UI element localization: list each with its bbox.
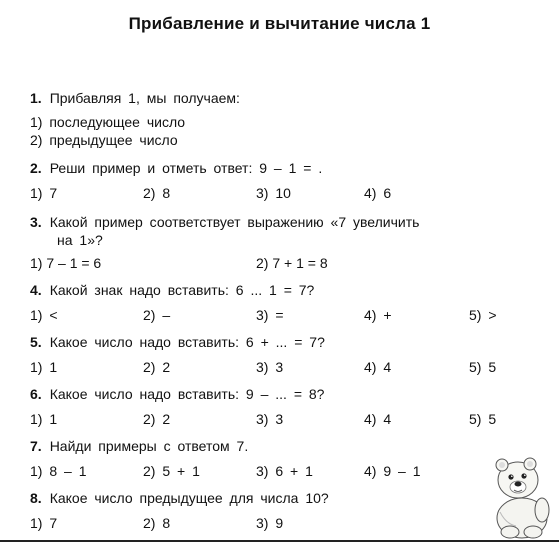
bottom-rule: [0, 540, 559, 542]
q7-option-3[interactable]: 3) 6 + 1: [256, 463, 313, 479]
q2-option-3[interactable]: 3) 10: [256, 185, 291, 201]
q5-option-3[interactable]: 3) 3: [256, 359, 284, 375]
q3-option-1[interactable]: 1) 7 – 1 = 6: [30, 255, 102, 271]
question-7: [30, 438, 248, 454]
q4-option-2[interactable]: 2) –: [143, 307, 171, 323]
question-text: Какое число предыдущее для числа 10?: [49, 490, 329, 506]
q1-option-2[interactable]: 2) предыдущее число: [30, 132, 178, 148]
q4-option-4[interactable]: 4) +: [364, 307, 392, 323]
question-number: 8.: [30, 490, 42, 506]
q5-option-4[interactable]: 4) 4: [364, 359, 392, 375]
q4-option-1[interactable]: 1) <: [30, 307, 58, 323]
question-number: 6.: [30, 386, 42, 402]
q5-option-1[interactable]: 1) 1: [30, 359, 58, 375]
q4-option-3[interactable]: 3) =: [256, 307, 284, 323]
q6-option-3[interactable]: 3) 3: [256, 411, 284, 427]
q8-option-1[interactable]: 1) 7: [30, 515, 58, 531]
q7-option-2[interactable]: 2) 5 + 1: [143, 463, 200, 479]
q2-option-1[interactable]: 1) 7: [30, 185, 58, 201]
q6-option-5[interactable]: 5) 5: [469, 411, 497, 427]
q6-option-2[interactable]: 2) 2: [143, 411, 171, 427]
question-text: Какое число надо вставить: 6 + ... = 7?: [49, 334, 325, 350]
question-text: Найди примеры с ответом 7.: [49, 438, 249, 454]
question-4: [30, 282, 314, 298]
q7-option-1[interactable]: 1) 8 – 1: [30, 463, 87, 479]
question-text: Какое число надо вставить: 9 – ... = 8?: [49, 386, 325, 402]
question-3-text-line2: на 1»?: [57, 232, 103, 248]
q1-option-1[interactable]: 1) последующее число: [30, 114, 186, 130]
q4-option-5[interactable]: 5) >: [469, 307, 497, 323]
q7-option-4[interactable]: 4) 9 – 1: [364, 463, 421, 479]
question-5: [30, 334, 325, 350]
question-6: [30, 386, 324, 402]
question-text: Прибавляя 1, мы получаем:: [49, 90, 240, 106]
question-number: 3.: [30, 214, 42, 230]
page-title: Прибавление и вычитание числа 1: [128, 14, 431, 33]
question-2: [30, 160, 322, 176]
question-number: 2.: [30, 160, 42, 176]
q6-option-1[interactable]: 1) 1: [30, 411, 58, 427]
question-number: 7.: [30, 438, 42, 454]
question-1: [30, 90, 240, 106]
question-text: Какой знак надо вставить: 6 ... 1 = 7?: [49, 282, 315, 298]
question-text: Какой пример соответствует выражению «7 увеличить: [49, 214, 420, 230]
q6-option-4[interactable]: 4) 4: [364, 411, 392, 427]
q8-option-3[interactable]: 3) 9: [256, 515, 284, 531]
question-number: 1.: [30, 90, 42, 106]
question-3: [30, 214, 419, 230]
question-number: 4.: [30, 282, 42, 298]
q3-option-2[interactable]: 2) 7 + 1 = 8: [256, 255, 328, 271]
q2-option-4[interactable]: 4) 6: [364, 185, 392, 201]
q5-option-2[interactable]: 2) 2: [143, 359, 171, 375]
question-8: [30, 490, 329, 506]
q5-option-5[interactable]: 5) 5: [469, 359, 497, 375]
question-text: Реши пример и отметь ответ: 9 – 1 = .: [49, 160, 323, 176]
question-number: 5.: [30, 334, 42, 350]
polar-bear-icon: [486, 452, 556, 540]
q8-option-2[interactable]: 2) 8: [143, 515, 171, 531]
q2-option-2[interactable]: 2) 8: [143, 185, 171, 201]
